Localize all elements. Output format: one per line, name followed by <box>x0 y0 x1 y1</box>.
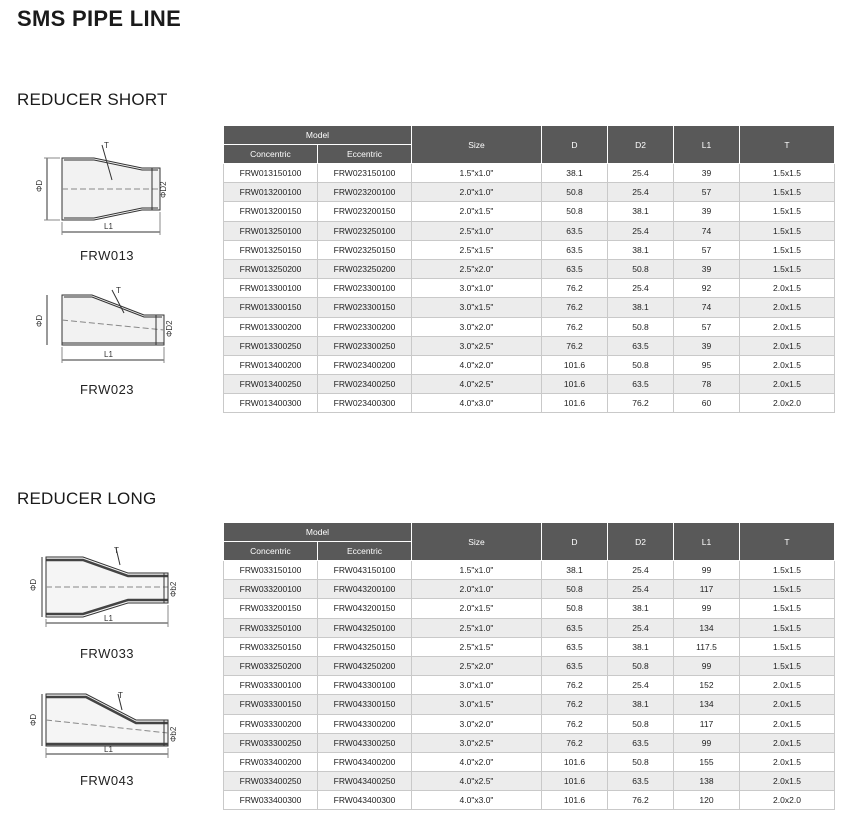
header-model: Model <box>224 523 412 542</box>
cell-concentric: FRW013400200 <box>224 355 318 374</box>
dim-d2-label: Φb2 <box>169 581 178 597</box>
drawing-frw013 <box>32 140 172 240</box>
cell-t: 2.0x1.5 <box>740 298 835 317</box>
table-row <box>224 791 835 810</box>
cell-d: 76.2 <box>542 733 608 752</box>
cell-d: 76.2 <box>542 676 608 695</box>
cell-size: 4.0"x2.5" <box>412 772 542 791</box>
cell-d2: 50.8 <box>608 317 674 336</box>
cell-concentric: FRW013400300 <box>224 394 318 413</box>
header-eccentric: Eccentric <box>318 145 412 164</box>
cell-concentric: FRW013300100 <box>224 279 318 298</box>
table-row <box>224 240 835 259</box>
header-eccentric: Eccentric <box>318 542 412 561</box>
cell-size: 4.0"x2.5" <box>412 375 542 394</box>
cell-size: 4.0"x3.0" <box>412 394 542 413</box>
cell-eccentric: FRW043300200 <box>318 714 412 733</box>
cell-d: 101.6 <box>542 791 608 810</box>
cell-l1: 39 <box>674 202 740 221</box>
cell-concentric: FRW033150100 <box>224 561 318 580</box>
cell-d: 101.6 <box>542 375 608 394</box>
cell-d: 63.5 <box>542 221 608 240</box>
cell-concentric: FRW013400250 <box>224 375 318 394</box>
table-row <box>224 259 835 278</box>
cell-eccentric: FRW023150100 <box>318 164 412 183</box>
cell-d2: 50.8 <box>608 656 674 675</box>
cell-d: 76.2 <box>542 336 608 355</box>
cell-concentric: FRW013150100 <box>224 164 318 183</box>
page-title: SMS PIPE LINE <box>17 6 182 31</box>
cell-t: 1.5x1.5 <box>740 221 835 240</box>
cell-t: 2.0x1.5 <box>740 772 835 791</box>
cell-concentric: FRW033200100 <box>224 580 318 599</box>
cell-t: 1.5x1.5 <box>740 561 835 580</box>
drawing-frw043 <box>28 688 188 773</box>
cell-d: 50.8 <box>542 202 608 221</box>
cell-size: 3.0"x2.0" <box>412 317 542 336</box>
cell-concentric: FRW033400250 <box>224 772 318 791</box>
cell-d2: 25.4 <box>608 580 674 599</box>
table-body <box>224 164 835 413</box>
cell-size: 2.0"x1.0" <box>412 183 542 202</box>
table-row <box>224 637 835 656</box>
cell-concentric: FRW033300150 <box>224 695 318 714</box>
header-concentric: Concentric <box>224 542 318 561</box>
cell-t: 1.5x1.5 <box>740 599 835 618</box>
cell-size: 3.0"x2.5" <box>412 733 542 752</box>
cell-d2: 25.4 <box>608 561 674 580</box>
cell-d: 101.6 <box>542 355 608 374</box>
cell-d: 63.5 <box>542 240 608 259</box>
header-d: D <box>542 523 608 561</box>
cell-d2: 38.1 <box>608 637 674 656</box>
cell-l1: 134 <box>674 695 740 714</box>
figure-label-frw013: FRW013 <box>79 248 135 263</box>
cell-d: 63.5 <box>542 259 608 278</box>
cell-d2: 25.4 <box>608 164 674 183</box>
cell-eccentric: FRW023200100 <box>318 183 412 202</box>
cell-d: 101.6 <box>542 752 608 771</box>
header-size: Size <box>412 523 542 561</box>
cell-l1: 120 <box>674 791 740 810</box>
cell-d2: 25.4 <box>608 279 674 298</box>
table-row <box>224 618 835 637</box>
drawing-frw023 <box>32 285 182 375</box>
table-row <box>224 279 835 298</box>
cell-concentric: FRW033200150 <box>224 599 318 618</box>
cell-concentric: FRW033300100 <box>224 676 318 695</box>
cell-t: 2.0x1.5 <box>740 695 835 714</box>
table-row <box>224 298 835 317</box>
cell-eccentric: FRW043150100 <box>318 561 412 580</box>
cell-size: 2.0"x1.5" <box>412 599 542 618</box>
cell-d2: 63.5 <box>608 772 674 791</box>
cell-d: 76.2 <box>542 695 608 714</box>
cell-t: 1.5x1.5 <box>740 259 835 278</box>
cell-concentric: FRW013250200 <box>224 259 318 278</box>
cell-t: 1.5x1.5 <box>740 164 835 183</box>
header-size: Size <box>412 126 542 164</box>
cell-l1: 99 <box>674 561 740 580</box>
cell-l1: 117.5 <box>674 637 740 656</box>
cell-t: 2.0x1.5 <box>740 317 835 336</box>
cell-d2: 50.8 <box>608 355 674 374</box>
cell-l1: 74 <box>674 298 740 317</box>
figure-label-frw043: FRW043 <box>79 773 135 788</box>
cell-eccentric: FRW023400300 <box>318 394 412 413</box>
cell-t: 2.0x1.5 <box>740 733 835 752</box>
cell-d2: 63.5 <box>608 336 674 355</box>
cell-t: 2.0x1.5 <box>740 676 835 695</box>
dim-d-label: ΦD <box>35 314 44 327</box>
cell-d: 76.2 <box>542 279 608 298</box>
cell-l1: 39 <box>674 336 740 355</box>
cell-l1: 117 <box>674 714 740 733</box>
cell-size: 2.0"x1.5" <box>412 202 542 221</box>
table-row <box>224 317 835 336</box>
cell-concentric: FRW013200150 <box>224 202 318 221</box>
table-body <box>224 561 835 810</box>
header-d2: D2 <box>608 126 674 164</box>
cell-size: 3.0"x2.5" <box>412 336 542 355</box>
cell-concentric: FRW013300200 <box>224 317 318 336</box>
cell-d2: 38.1 <box>608 695 674 714</box>
cell-d: 50.8 <box>542 580 608 599</box>
dim-d-label: ΦD <box>35 179 44 192</box>
cell-d2: 25.4 <box>608 676 674 695</box>
dim-d-label: ΦD <box>29 713 38 726</box>
cell-d: 76.2 <box>542 714 608 733</box>
cell-concentric: FRW033300250 <box>224 733 318 752</box>
header-l1: L1 <box>674 523 740 561</box>
cell-size: 2.5"x1.5" <box>412 240 542 259</box>
cell-eccentric: FRW023300200 <box>318 317 412 336</box>
cell-d2: 38.1 <box>608 298 674 317</box>
table-row <box>224 714 835 733</box>
cell-size: 3.0"x1.0" <box>412 279 542 298</box>
cell-size: 4.0"x3.0" <box>412 791 542 810</box>
cell-d2: 25.4 <box>608 618 674 637</box>
cell-t: 1.5x1.5 <box>740 656 835 675</box>
cell-t: 1.5x1.5 <box>740 202 835 221</box>
header-t: T <box>740 126 835 164</box>
section-title-reducer-long: REDUCER LONG <box>17 489 157 508</box>
cell-eccentric: FRW023400250 <box>318 375 412 394</box>
header-d2: D2 <box>608 523 674 561</box>
drawing-frw033 <box>28 545 188 635</box>
cell-l1: 99 <box>674 733 740 752</box>
cell-size: 2.5"x2.0" <box>412 259 542 278</box>
cell-l1: 78 <box>674 375 740 394</box>
dim-l1-label: L1 <box>104 350 113 359</box>
cell-d2: 63.5 <box>608 375 674 394</box>
cell-l1: 57 <box>674 183 740 202</box>
dim-t-label: T <box>118 691 123 700</box>
cell-d: 63.5 <box>542 656 608 675</box>
figure-label-frw033: FRW033 <box>79 646 135 661</box>
cell-d2: 76.2 <box>608 791 674 810</box>
cell-eccentric: FRW043250150 <box>318 637 412 656</box>
cell-l1: 57 <box>674 240 740 259</box>
table-row <box>224 676 835 695</box>
table-row <box>224 336 835 355</box>
cell-l1: 95 <box>674 355 740 374</box>
table-row <box>224 394 835 413</box>
table-row <box>224 183 835 202</box>
cell-l1: 152 <box>674 676 740 695</box>
cell-l1: 39 <box>674 164 740 183</box>
dim-t-label: T <box>104 141 109 150</box>
cell-eccentric: FRW043250200 <box>318 656 412 675</box>
cell-eccentric: FRW043400250 <box>318 772 412 791</box>
cell-d2: 50.8 <box>608 752 674 771</box>
cell-concentric: FRW013250150 <box>224 240 318 259</box>
cell-eccentric: FRW043200150 <box>318 599 412 618</box>
cell-eccentric: FRW023300100 <box>318 279 412 298</box>
section-title-reducer-short: REDUCER SHORT <box>17 90 168 109</box>
dim-d2-label: Φb2 <box>169 726 178 742</box>
cell-concentric: FRW013300150 <box>224 298 318 317</box>
cell-d2: 38.1 <box>608 202 674 221</box>
cell-eccentric: FRW043300150 <box>318 695 412 714</box>
cell-l1: 99 <box>674 599 740 618</box>
cell-d: 101.6 <box>542 772 608 791</box>
cell-size: 3.0"x1.5" <box>412 298 542 317</box>
dim-d-label: ΦD <box>29 578 38 591</box>
cell-eccentric: FRW023250200 <box>318 259 412 278</box>
cell-concentric: FRW033250200 <box>224 656 318 675</box>
dim-l1-label: L1 <box>104 614 113 623</box>
dim-l1-label: L1 <box>104 222 113 231</box>
table-row <box>224 202 835 221</box>
cell-l1: 155 <box>674 752 740 771</box>
cell-size: 3.0"x2.0" <box>412 714 542 733</box>
cell-concentric: FRW033300200 <box>224 714 318 733</box>
cell-eccentric: FRW023250100 <box>318 221 412 240</box>
cell-l1: 74 <box>674 221 740 240</box>
cell-eccentric: FRW023400200 <box>318 355 412 374</box>
header-d: D <box>542 126 608 164</box>
cell-d2: 50.8 <box>608 714 674 733</box>
cell-size: 1.5"x1.0" <box>412 164 542 183</box>
cell-l1: 134 <box>674 618 740 637</box>
cell-t: 1.5x1.5 <box>740 580 835 599</box>
cell-concentric: FRW013250100 <box>224 221 318 240</box>
table-row <box>224 695 835 714</box>
cell-l1: 92 <box>674 279 740 298</box>
cell-size: 2.5"x1.5" <box>412 637 542 656</box>
cell-l1: 99 <box>674 656 740 675</box>
cell-d2: 63.5 <box>608 733 674 752</box>
cell-d: 50.8 <box>542 183 608 202</box>
cell-t: 2.0x1.5 <box>740 355 835 374</box>
cell-size: 1.5"x1.0" <box>412 561 542 580</box>
cell-l1: 60 <box>674 394 740 413</box>
cell-d2: 38.1 <box>608 240 674 259</box>
cell-eccentric: FRW023300250 <box>318 336 412 355</box>
cell-concentric: FRW013200100 <box>224 183 318 202</box>
cell-size: 2.5"x2.0" <box>412 656 542 675</box>
dim-t-label: T <box>116 286 121 295</box>
cell-size: 2.5"x1.0" <box>412 221 542 240</box>
cell-concentric: FRW033250150 <box>224 637 318 656</box>
cell-concentric: FRW033400300 <box>224 791 318 810</box>
cell-l1: 39 <box>674 259 740 278</box>
cell-concentric: FRW033250100 <box>224 618 318 637</box>
table-row <box>224 561 835 580</box>
cell-eccentric: FRW043300100 <box>318 676 412 695</box>
cell-size: 2.0"x1.0" <box>412 580 542 599</box>
header-l1: L1 <box>674 126 740 164</box>
cell-d: 101.6 <box>542 394 608 413</box>
cell-eccentric: FRW043400200 <box>318 752 412 771</box>
cell-t: 2.0x1.5 <box>740 336 835 355</box>
cell-t: 1.5x1.5 <box>740 618 835 637</box>
cell-t: 2.0x1.5 <box>740 714 835 733</box>
cell-concentric: FRW013300250 <box>224 336 318 355</box>
cell-eccentric: FRW043400300 <box>318 791 412 810</box>
table-row <box>224 580 835 599</box>
cell-l1: 57 <box>674 317 740 336</box>
cell-eccentric: FRW043300250 <box>318 733 412 752</box>
cell-t: 2.0x2.0 <box>740 791 835 810</box>
header-t: T <box>740 523 835 561</box>
cell-l1: 117 <box>674 580 740 599</box>
cell-eccentric: FRW043250100 <box>318 618 412 637</box>
table-row <box>224 599 835 618</box>
spec-table-reducer-short <box>223 125 835 413</box>
cell-t: 1.5x1.5 <box>740 183 835 202</box>
figure-label-frw023: FRW023 <box>79 382 135 397</box>
cell-t: 2.0x2.0 <box>740 394 835 413</box>
cell-d: 76.2 <box>542 317 608 336</box>
cell-d: 38.1 <box>542 164 608 183</box>
cell-eccentric: FRW023250150 <box>318 240 412 259</box>
cell-d: 63.5 <box>542 637 608 656</box>
cell-size: 3.0"x1.0" <box>412 676 542 695</box>
table-row <box>224 375 835 394</box>
cell-d: 38.1 <box>542 561 608 580</box>
cell-eccentric: FRW023200150 <box>318 202 412 221</box>
cell-eccentric: FRW023300150 <box>318 298 412 317</box>
table-row <box>224 355 835 374</box>
cell-concentric: FRW033400200 <box>224 752 318 771</box>
cell-t: 2.0x1.5 <box>740 375 835 394</box>
cell-d2: 25.4 <box>608 221 674 240</box>
cell-size: 4.0"x2.0" <box>412 355 542 374</box>
table-row <box>224 164 835 183</box>
spec-table-reducer-long <box>223 522 835 810</box>
cell-l1: 138 <box>674 772 740 791</box>
cell-d: 76.2 <box>542 298 608 317</box>
dim-l1-label: L1 <box>104 745 113 754</box>
cell-t: 2.0x1.5 <box>740 279 835 298</box>
cell-d2: 25.4 <box>608 183 674 202</box>
cell-size: 2.5"x1.0" <box>412 618 542 637</box>
cell-eccentric: FRW043200100 <box>318 580 412 599</box>
header-concentric: Concentric <box>224 145 318 164</box>
dim-d2-label: ΦD2 <box>165 320 174 337</box>
cell-t: 1.5x1.5 <box>740 637 835 656</box>
cell-size: 4.0"x2.0" <box>412 752 542 771</box>
table-row <box>224 656 835 675</box>
table-row <box>224 772 835 791</box>
dim-t-label: T <box>114 546 119 555</box>
cell-d2: 76.2 <box>608 394 674 413</box>
header-model: Model <box>224 126 412 145</box>
table-row <box>224 752 835 771</box>
cell-size: 3.0"x1.5" <box>412 695 542 714</box>
table-row <box>224 221 835 240</box>
cell-t: 1.5x1.5 <box>740 240 835 259</box>
dim-d2-label: ΦD2 <box>159 181 168 198</box>
table-row <box>224 733 835 752</box>
cell-t: 2.0x1.5 <box>740 752 835 771</box>
cell-d: 50.8 <box>542 599 608 618</box>
cell-d2: 50.8 <box>608 259 674 278</box>
cell-d2: 38.1 <box>608 599 674 618</box>
cell-d: 63.5 <box>542 618 608 637</box>
